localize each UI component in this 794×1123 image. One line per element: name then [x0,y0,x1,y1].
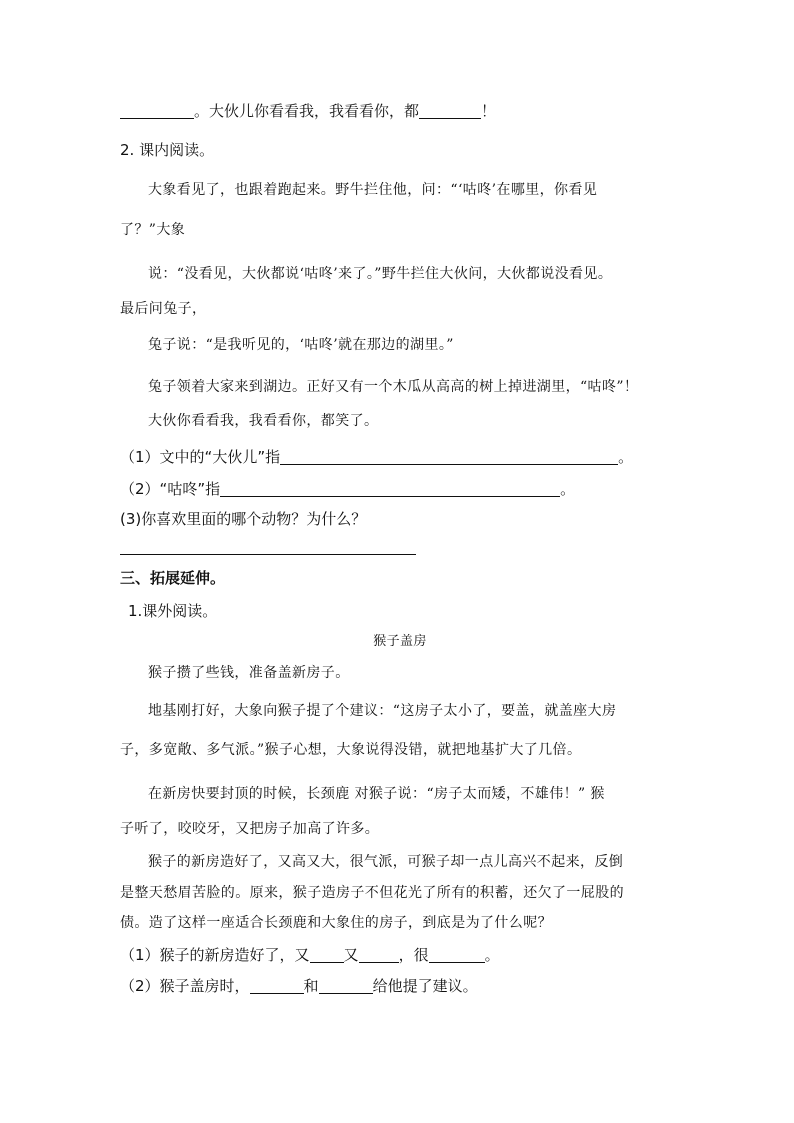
question-text: ，很 [398,946,429,964]
question-text: （2）“咕咚”指 [120,480,221,498]
story-line: 在新房快要封顶的时候，长颈鹿 对猴子说：“房子太而矮，不雄伟！” 猴 [148,786,605,802]
passage-line: 说：“没看见，大伙都说‘咕咚’来了。”野牛拦住大伙问，大伙都说没看见。 [148,266,613,282]
question-text: 给他提了建议。 [372,977,478,995]
answer-blank[interactable] [220,481,560,497]
question-end: 。 [618,448,634,466]
question-text: 和 [303,977,319,995]
question-text: （1）文中的“大伙儿”指 [120,448,281,466]
question-2-1 [120,449,680,465]
fill-in-line [120,103,680,119]
story-line: 猴子攒了些钱，准备盖新房子。 [148,665,350,681]
answer-blank[interactable] [280,449,618,465]
answer-line[interactable] [120,554,416,555]
story-line: 子听了，咬咬牙，又把房子加高了许多。 [120,821,380,837]
answer-blank[interactable] [419,103,481,119]
passage-line: 兔子领着大家来到湖边。正好又有一个木瓜从高高的树上掉进湖里，“咕咚”！ [148,379,639,395]
question-2-title: 2. 课内阅读。 [120,141,215,159]
story-line: 子，多宽敞、多气派。”猴子心想，大象说得没错，就把地基扩大了几倍。 [120,742,582,758]
answer-blank[interactable] [120,103,194,119]
answer-blank[interactable] [429,947,485,963]
passage-line: 兔子说：“是我听见的，‘咕咚’就在那边的湖里。” [148,337,454,353]
question-3-1-1 [120,947,680,963]
question-2-2 [120,481,680,497]
answer-blank[interactable] [310,947,344,963]
passage-line: 了？”大象 [120,222,186,238]
passage-line: 大象看见了，也跟着跑起来。野牛拦住他，问：“‘咕咚’在哪里，你看见 [148,182,598,198]
passage-line: 最后问兔子， [120,301,207,317]
story-line: 是整天愁眉苦脸的。原来，猴子造房子不但花光了所有的积蓄，还欠了一屁股的 [120,885,624,901]
story-line: 债。造了这样一座适合长颈鹿和大象住的房子，到底是为了什么呢？ [120,915,552,931]
answer-blank[interactable] [359,947,399,963]
fill-line-text: 。大伙儿你看看我，我看看你，都 [194,102,420,120]
question-2-3: (3)你喜欢里面的哪个动物？为什么？ [120,510,367,528]
question-end: 。 [560,480,576,498]
story-line: 地基刚打好，大象向猴子提了个建议：“这房子太小了，要盖，就盖座大房 [148,703,617,719]
answer-blank[interactable] [319,978,373,994]
passage-line: 大伙你看看我，我看看你，都笑了。 [148,413,379,429]
question-text: （1）猴子的新房造好了，又 [120,946,310,964]
question-text: （2）猴子盖房时， [120,977,250,995]
story-title: 猴子盖房 [373,634,427,649]
question-3-1-title: 1.课外阅读。 [128,602,218,620]
question-text: 又 [343,946,359,964]
story-line: 猴子的新房造好了，又高又大，很气派，可猴子却一点儿高兴不起来，反倒 [148,854,624,870]
question-3-1-2 [120,978,680,994]
answer-blank[interactable] [250,978,304,994]
fill-line-end: ！ [481,102,497,120]
question-end: 。 [484,946,500,964]
section-3-title: 三、拓展延伸。 [120,569,226,587]
